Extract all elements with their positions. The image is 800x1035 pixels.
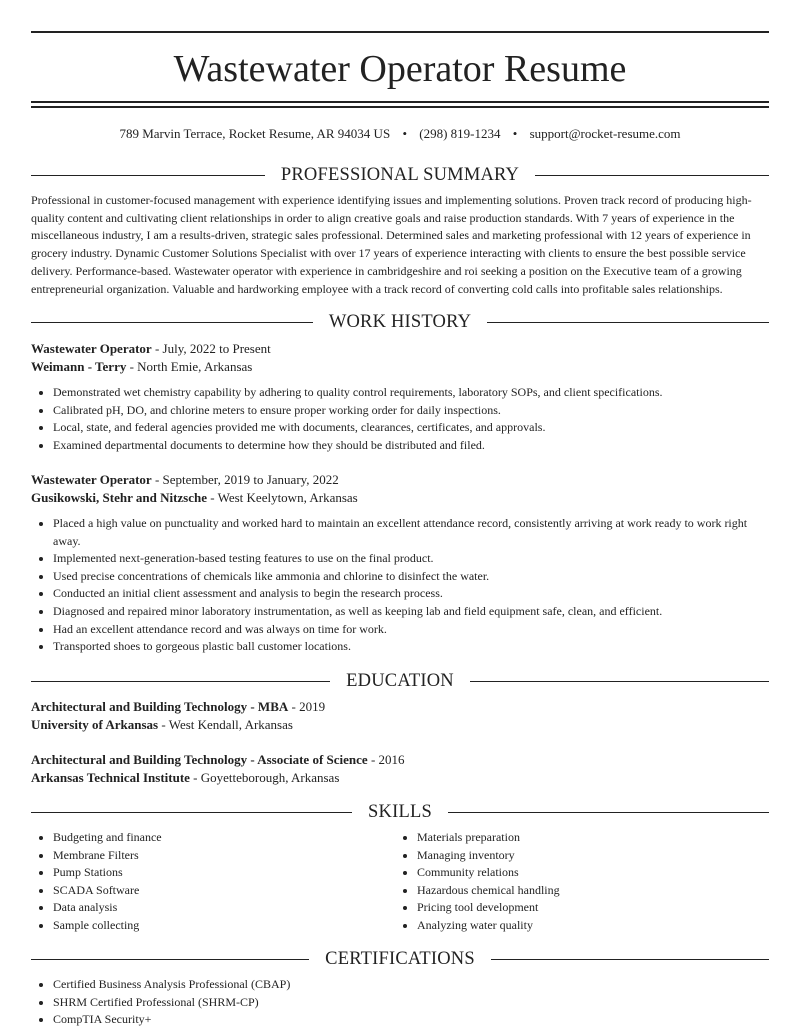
job-company-line [31, 489, 769, 507]
job-title-line [31, 340, 769, 358]
job-bullets [31, 515, 769, 656]
list-item: • Diagnosed and repaired minor laboratory instrumentation, as well as keeping lab and field equipment safe, clean, and efficient. [53, 603, 769, 621]
job-company: Weimann - Terry [31, 359, 127, 374]
education-school-line [31, 769, 769, 787]
education-degree-line [31, 751, 769, 769]
job-company-line [31, 358, 769, 376]
section-heading-work-history [31, 310, 769, 334]
education-degree-line [31, 698, 769, 716]
job-company: Gusikowski, Stehr and Nitzsche [31, 490, 208, 505]
contact-line [31, 125, 769, 143]
section-heading-education [31, 669, 769, 693]
list-item: • Conducted an initial client assessment and analysis to begin the research process. [53, 585, 769, 603]
heading-rule [491, 959, 769, 960]
section-heading-certifications [31, 947, 769, 971]
heading-rule [487, 322, 769, 323]
list-item: • Membrane Filters [53, 847, 391, 865]
certifications-list [31, 976, 769, 1029]
contact-phone[interactable]: (298) 819-1234 [419, 126, 501, 141]
list-item: • Analyzing water quality [417, 917, 765, 935]
list-item: • CompTIA Security+ [53, 1011, 769, 1029]
list-item: • SHRM Certified Professional (SHRM-CP) [53, 994, 769, 1012]
heading-rule [31, 322, 313, 323]
list-item: • Used precise concentrations of chemicals like ammonia and chlorine to disinfect the water. [53, 568, 769, 586]
job-title: Wastewater Operator [31, 472, 152, 487]
heading-rule [31, 175, 265, 176]
list-item: • Implemented next-generation-based testing features to use on the final product. [53, 550, 769, 568]
job-bullets [31, 384, 769, 454]
education-school-line [31, 716, 769, 734]
job-dates: - September, 2019 to January, 2022 [151, 472, 339, 487]
list-item: • Transported shoes to gorgeous plastic ball customer locations. [53, 638, 769, 656]
list-item: • Examined departmental documents to determine how they should be distributed and filed. [53, 437, 769, 455]
list-item: • Data analysis [53, 899, 391, 917]
resume-title: Wastewater Operator Resume [173, 48, 627, 90]
list-item: • Sample collecting [53, 917, 391, 935]
education-school: Arkansas Technical Institute [31, 770, 190, 785]
list-item: • Pricing tool development [417, 899, 765, 917]
job-title: Wastewater Operator [31, 341, 152, 356]
job-title-line [31, 471, 769, 489]
top-rule [31, 31, 769, 33]
job-location: - West Keelytown, Arkansas [207, 490, 358, 505]
summary-paragraph: Professional in customer-focused management with experience identifying issues and implementing solutions. Proven track record of producing high-quality content and cultivating client relationships in order to align creative goals and raise production standards. With 7 years of experience in the miscellaneous industry, I am a results-driven, strategic sales professional. Determined sales and marketing professional with 12 years of experience in grocery industry. Dynamic Customer Solutions Specialist with over 17 years of experience interacting with clients to ensure the best possible service delivery. Performance-based. Wastewater operator with experience in cambridgeshire and roi seeking a position on the Executive team of a growing entrepreneurial organization. Valuable and hardworking employee with a track record of converting cold calls into profitable sales relationships. [31, 193, 752, 296]
list-item: • Had an excellent attendance record and was always on time for work. [53, 621, 769, 639]
list-item: • Placed a high value on punctuality and worked hard to maintain an excellent attendance record, consistently arriving at work ready to work right away. [53, 515, 769, 550]
list-item: • Hazardous chemical handling [417, 882, 765, 900]
education-location: - Goyetteborough, Arkansas [189, 770, 340, 785]
education-year: - 2016 [367, 752, 405, 767]
job-location: - North Emie, Arkansas [126, 359, 253, 374]
education-degree: Architectural and Building Technology - MBA [31, 699, 289, 714]
list-item: • Local, state, and federal agencies provided me with documents, clearances, certificates, and approvals. [53, 419, 769, 437]
list-item: • Demonstrated wet chemistry capability by adhering to quality control requirements, laboratory SOPs, and client specifications. [53, 384, 769, 402]
contact-separator: • [402, 126, 407, 141]
list-item: • Pump Stations [53, 864, 391, 882]
heading-rule [31, 959, 309, 960]
section-title: WORK HISTORY [328, 312, 472, 332]
contact-separator: • [512, 126, 518, 141]
skills-list-left [31, 829, 391, 935]
section-title: CERTIFICATIONS [325, 949, 475, 969]
title-double-rule [31, 101, 769, 108]
list-item: • Budgeting and finance [53, 829, 391, 847]
education-school: University of Arkansas [31, 717, 159, 732]
heading-rule [31, 681, 330, 682]
list-item: • Managing inventory [417, 847, 765, 865]
list-item: • Certified Business Analysis Professional (CBAP) [53, 976, 769, 994]
heading-rule [31, 812, 352, 813]
contact-email[interactable]: support@rocket-resume.com [529, 126, 681, 141]
list-item: • SCADA Software [53, 882, 391, 900]
contact-address: 789 Marvin Terrace, Rocket Resume, AR 94034 US [119, 126, 391, 141]
education-degree: Architectural and Building Technology - Associate of Science [31, 752, 368, 767]
list-item: • Community relations [417, 864, 765, 882]
heading-rule [448, 812, 769, 813]
section-title: SKILLS [368, 802, 432, 822]
section-heading-summary [31, 163, 769, 187]
skills-list-right [395, 829, 765, 935]
section-title: EDUCATION [346, 671, 454, 691]
job-dates: - July, 2022 to Present [151, 341, 271, 356]
education-location: - West Kendall, Arkansas [158, 717, 293, 732]
heading-rule [535, 175, 769, 176]
section-title: PROFESSIONAL SUMMARY [280, 165, 520, 185]
education-year: - 2019 [288, 699, 326, 714]
section-heading-skills [31, 800, 769, 824]
list-item: • Materials preparation [417, 829, 765, 847]
list-item: • Calibrated pH, DO, and chlorine meters to ensure proper working order for daily inspections. [53, 402, 769, 420]
heading-rule [470, 681, 769, 682]
